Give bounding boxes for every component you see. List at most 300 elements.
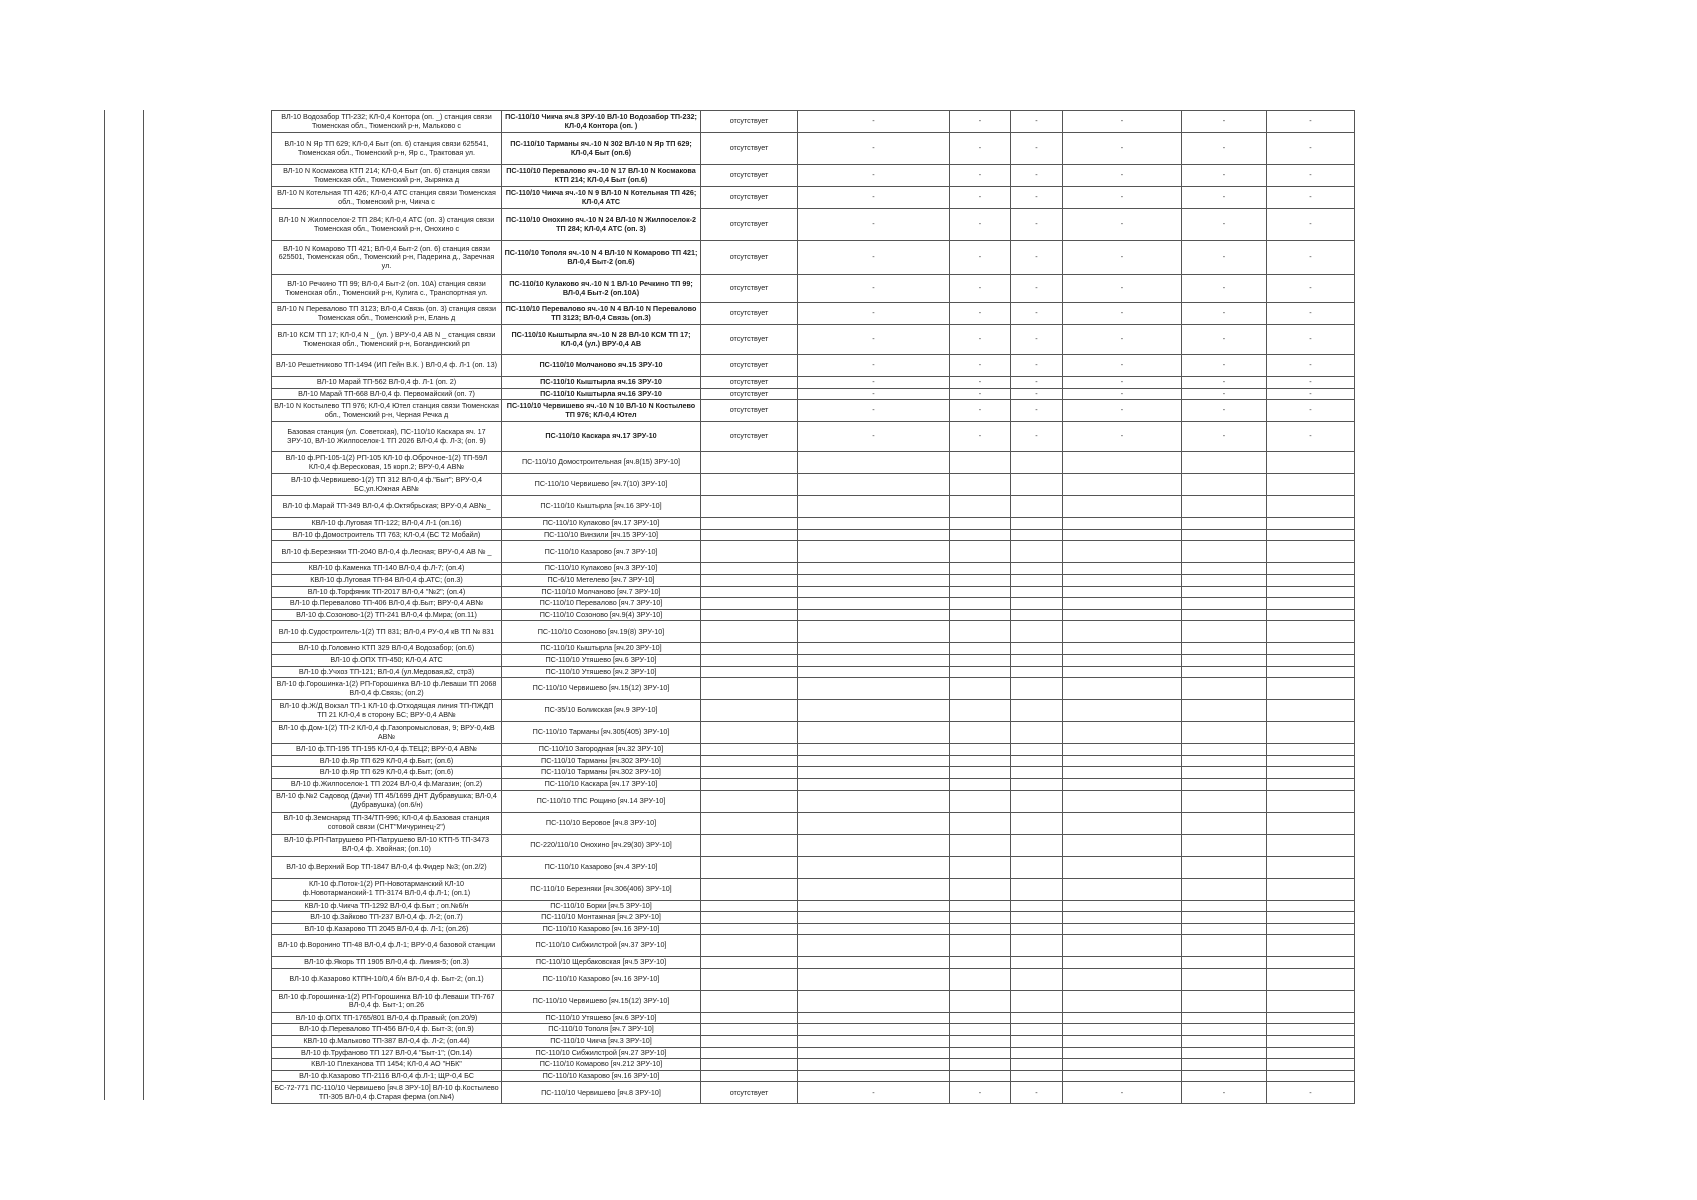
substation-cell: ПС-110/10 Чикча яч.-10 N 9 ВЛ-10 N Котельная ТП 426; КЛ-0,4 АТС [502,187,701,209]
table-row [272,1070,1355,1082]
substation-cell: ПС-110/10 Чикча яч.8 ЗРУ-10 ВЛ-10 Водозабор ТП-232; КЛ-0,4 Контора (оп. ) [502,111,701,133]
value-cell [798,1059,950,1071]
value-cell [950,856,1011,878]
object-name-cell: ВЛ-10 ф.Учхоз ТП-121; ВЛ-0,4 (ул.Медовая,в2, стр3) [272,666,502,678]
substation-cell: ПС-110/10 Кулаково яч.-10 N 1 ВЛ-10 Речкино ТП 99; ВЛ-0,4 Быт-2 (оп.10А) [502,275,701,303]
table-row [272,422,1355,452]
value-cell [950,722,1011,744]
value-cell: - [1011,377,1063,389]
value-cell [1063,700,1182,722]
status-cell [701,1012,798,1024]
value-cell [1011,700,1063,722]
value-cell: - [1267,325,1355,355]
table-row [272,643,1355,655]
substation-cell: ПС-110/10 Кыштырла яч.-10 N 28 ВЛ-10 КСМ ТП 17; КЛ-0,4 (ул.) ВРУ-0,4 АВ [502,325,701,355]
object-name-cell: ВЛ-10 ф.РП-Патрушево РП-Патрушево ВЛ-10 КТП-5 ТП-3473 ВЛ-0,4 ф. Хвойная; (оп.10) [272,834,502,856]
value-cell [1267,678,1355,700]
value-cell: - [950,187,1011,209]
value-cell [798,1012,950,1024]
table-row [272,968,1355,990]
value-cell: - [1182,165,1267,187]
table-row [272,912,1355,924]
table-body [272,111,1355,1104]
table-row [272,856,1355,878]
value-cell: - [1011,209,1063,241]
substation-cell: ПС-110/10 Кыштырла яч.16 ЗРУ-10 [502,377,701,389]
substation-cell: ПС-110/10 Молчаново [яч.7 ЗРУ-10] [502,586,701,598]
value-cell [1011,496,1063,518]
value-cell [1011,755,1063,767]
value-cell [1267,586,1355,598]
value-cell: - [950,388,1011,400]
object-name-cell: ВЛ-10 ф.Березняки ТП-2040 ВЛ-0,4 ф.Лесная; ВРУ-0,4 АВ № _ [272,541,502,563]
value-cell: - [798,325,950,355]
value-cell: - [798,275,950,303]
table-row [272,1082,1355,1104]
value-cell: - [1063,325,1182,355]
value-cell: - [1182,303,1267,325]
status-cell: отсутствует [701,422,798,452]
status-cell: отсутствует [701,388,798,400]
value-cell [1063,990,1182,1012]
value-cell [1182,574,1267,586]
value-cell: - [1182,187,1267,209]
value-cell [1267,722,1355,744]
value-cell [950,812,1011,834]
substation-cell: ПС-110/10 Казарово [яч.4 ЗРУ-10] [502,856,701,878]
value-cell [798,496,950,518]
value-cell: - [950,241,1011,275]
value-cell: - [950,303,1011,325]
object-name-cell: ВЛ-10 ф.Якорь ТП 1905 ВЛ-0,4 ф. Линия-5; (оп.3) [272,957,502,969]
substation-cell: ПС-110/10 Казарово [яч.16 ЗРУ-10] [502,968,701,990]
value-cell [1267,474,1355,496]
substation-cell: ПС-110/10 Кыштырла [яч.20 ЗРУ-10] [502,643,701,655]
value-cell: - [798,400,950,422]
value-cell [1063,935,1182,957]
value-cell [1267,541,1355,563]
value-cell [1267,609,1355,621]
value-cell: - [1011,165,1063,187]
value-cell: - [1063,133,1182,165]
value-cell [950,778,1011,790]
value-cell: - [798,241,950,275]
value-cell [1267,452,1355,474]
substation-cell: ПС-110/10 Кыштырла яч.16 ЗРУ-10 [502,388,701,400]
table-row [272,133,1355,165]
value-cell [950,990,1011,1012]
value-cell [1063,790,1182,812]
value-cell [1011,541,1063,563]
object-name-cell: ВЛ-10 ф.Жилпоселок-1 ТП 2024 ВЛ-0,4 ф.Магазин; (оп.2) [272,778,502,790]
value-cell: - [1063,165,1182,187]
table-row [272,496,1355,518]
value-cell [1182,923,1267,935]
value-cell [1063,643,1182,655]
status-cell [701,574,798,586]
value-cell [1063,767,1182,779]
value-cell [1063,834,1182,856]
table-row [272,1012,1355,1024]
status-cell: отсутствует [701,275,798,303]
value-cell [798,654,950,666]
value-cell: - [1182,422,1267,452]
value-cell [798,744,950,756]
value-cell [1267,744,1355,756]
value-cell: - [1063,388,1182,400]
value-cell: - [1267,303,1355,325]
value-cell [1063,722,1182,744]
value-cell [798,767,950,779]
value-cell: - [1011,388,1063,400]
value-cell: - [950,377,1011,389]
value-cell [1063,598,1182,610]
value-cell [950,935,1011,957]
value-cell [1182,900,1267,912]
object-name-cell: ВЛ-10 N Комарово ТП 421; ВЛ-0,4 Быт-2 (оп. 6) станция связи 625501, Тюменская обл., Тюменский р-н, Падерина д., Заречная ул. [272,241,502,275]
substation-cell: ПС-110/10 Чикча [яч.3 ЗРУ-10] [502,1036,701,1048]
value-cell [1011,878,1063,900]
object-name-cell: ВЛ-10 ф.Перевалово ТП-456 ВЛ-0,4 ф. Быт-3; (оп.9) [272,1024,502,1036]
value-cell [1182,790,1267,812]
object-name-cell: ВЛ-10 ф.Домостроитель ТП 763; КЛ-0,4 (БС Т2 Мобайл) [272,529,502,541]
substation-cell: ПС-110/10 Сибжилстрой [яч.37 ЗРУ-10] [502,935,701,957]
value-cell [1063,923,1182,935]
value-cell [1182,968,1267,990]
value-cell [1011,744,1063,756]
table-row [272,812,1355,834]
value-cell: - [1267,275,1355,303]
value-cell [798,518,950,530]
value-cell [1063,968,1182,990]
value-cell [1182,586,1267,598]
table-row [272,957,1355,969]
value-cell [1267,957,1355,969]
status-cell [701,563,798,575]
value-cell [1011,812,1063,834]
status-cell [701,957,798,969]
table-row [272,241,1355,275]
table-row [272,767,1355,779]
value-cell [1267,1059,1355,1071]
value-cell: - [798,303,950,325]
table-row [272,400,1355,422]
status-cell [701,834,798,856]
objects-table [271,110,1355,1104]
value-cell [950,744,1011,756]
status-cell [701,643,798,655]
value-cell [1182,496,1267,518]
value-cell [1182,990,1267,1012]
value-cell [1267,621,1355,643]
object-name-cell: ВЛ-10 ф.РП-105-1(2) РП-105 КЛ-10 ф.Оброчное-1(2) ТП-59Л КЛ-0,4 ф.Вересковая, 15 корп.2; ВРУ-0,4 АВ№ [272,452,502,474]
object-name-cell: ВЛ-10 ф.Яр ТП 629 КЛ-0,4 ф.Быт; (оп.6) [272,767,502,779]
value-cell [1267,778,1355,790]
value-cell: - [1063,355,1182,377]
value-cell [1182,621,1267,643]
value-cell [1011,790,1063,812]
value-cell [798,722,950,744]
value-cell [798,856,950,878]
value-cell [798,563,950,575]
status-cell: отсутствует [701,165,798,187]
value-cell: - [950,400,1011,422]
value-cell [1011,778,1063,790]
substation-cell: ПС-6/10 Метелево [яч.7 ЗРУ-10] [502,574,701,586]
value-cell: - [1063,422,1182,452]
value-cell [1011,990,1063,1012]
value-cell [1182,643,1267,655]
value-cell [1182,563,1267,575]
object-name-cell: КВЛ-10 ф.Луговая ТП-84 ВЛ-0,4 ф.АТС; (оп.3) [272,574,502,586]
value-cell: - [950,325,1011,355]
table-row [272,563,1355,575]
value-cell: - [1182,1082,1267,1104]
value-cell [1063,529,1182,541]
value-cell [950,700,1011,722]
table-row [272,834,1355,856]
value-cell [950,1024,1011,1036]
status-cell: отсутствует [701,303,798,325]
value-cell: - [1063,187,1182,209]
value-cell [1011,643,1063,655]
value-cell: - [1267,187,1355,209]
value-cell [1267,496,1355,518]
value-cell [950,666,1011,678]
value-cell [798,900,950,912]
status-cell [701,968,798,990]
value-cell [1267,935,1355,957]
object-name-cell: ВЛ-10 ф.Казарово КТПН-10/0,4 б/н ВЛ-0,4 ф. Быт-2; (оп.1) [272,968,502,990]
substation-cell: ПС-110/10 Утяшево [яч.2 ЗРУ-10] [502,666,701,678]
value-cell [1063,856,1182,878]
value-cell [1063,574,1182,586]
value-cell [1011,1012,1063,1024]
value-cell [1182,1047,1267,1059]
value-cell [950,900,1011,912]
object-name-cell: ВЛ-10 N Яр ТП 629; КЛ-0,4 Быт (оп. 6) станция связи 625541, Тюменская обл., Тюменский р-н, Яр с., Трактовая ул. [272,133,502,165]
status-cell [701,666,798,678]
object-name-cell: Базовая станция (ул. Советская), ПС-110/10 Каскара яч. 17 ЗРУ-10, ВЛ-10 Жилпоселок-1 ТП 2026 ВЛ-0,4 ф. Л-3; (оп. 9) [272,422,502,452]
table-row [272,878,1355,900]
value-cell [798,1024,950,1036]
value-cell: - [1011,400,1063,422]
value-cell [1267,598,1355,610]
value-cell [1011,563,1063,575]
value-cell [1011,621,1063,643]
status-cell: отсутствует [701,400,798,422]
value-cell: - [1063,1082,1182,1104]
value-cell: - [950,275,1011,303]
status-cell [701,1047,798,1059]
table-row [272,518,1355,530]
value-cell [1063,1012,1182,1024]
object-name-cell: ВЛ-10 ф.Воронино ТП-48 ВЛ-0,4 ф.Л-1; ВРУ-0,4 базовой станции [272,935,502,957]
value-cell [950,452,1011,474]
object-name-cell: ВЛ-10 ф.ТП-195 ТП-195 КЛ-0,4 ф.ТЕЦ2; ВРУ-0,4 АВ№ [272,744,502,756]
value-cell [1182,1059,1267,1071]
value-cell [950,755,1011,767]
status-cell: отсутствует [701,1082,798,1104]
value-cell: - [1011,1082,1063,1104]
value-cell [798,666,950,678]
substation-cell: ПС-110/10 Борки [яч.5 ЗРУ-10] [502,900,701,912]
value-cell [798,923,950,935]
value-cell: - [1063,377,1182,389]
table-row [272,1047,1355,1059]
object-name-cell: ВЛ-10 ф.Казарово ТП 2045 ВЛ-0,4 ф. Л-1; (оп.26) [272,923,502,935]
value-cell [798,1036,950,1048]
status-cell [701,744,798,756]
value-cell: - [950,209,1011,241]
value-cell [950,529,1011,541]
status-cell [701,1070,798,1082]
object-name-cell: ВЛ-10 ф.Зайково ТП-237 ВЛ-0,4 ф. Л-2; (оп.7) [272,912,502,924]
value-cell: - [950,133,1011,165]
table-row [272,474,1355,496]
status-cell [701,598,798,610]
value-cell [1063,1036,1182,1048]
table-row [272,744,1355,756]
value-cell [798,790,950,812]
value-cell [950,968,1011,990]
value-cell [950,1070,1011,1082]
value-cell: - [1063,209,1182,241]
value-cell [1182,834,1267,856]
value-cell [1011,1070,1063,1082]
status-cell: отсутствует [701,325,798,355]
value-cell [1063,1070,1182,1082]
value-cell [1063,452,1182,474]
substation-cell: ПС-110/10 Утяшево [яч.6 ЗРУ-10] [502,654,701,666]
value-cell [798,957,950,969]
value-cell [950,678,1011,700]
value-cell [1267,1070,1355,1082]
value-cell: - [1011,241,1063,275]
value-cell: - [950,422,1011,452]
value-cell [950,912,1011,924]
value-cell: - [798,422,950,452]
status-cell [701,767,798,779]
value-cell: - [1267,209,1355,241]
substation-cell: ПС-110/10 Тарманы [яч.302 ЗРУ-10] [502,767,701,779]
object-name-cell: ВЛ-10 ф.Червишево-1(2) ТП 312 ВЛ-0,4 ф."Быт"; ВРУ-0,4 БС,ул.Южная АВ№ [272,474,502,496]
value-cell [950,574,1011,586]
object-name-cell: БС-72-771 ПС-110/10 Червишево [яч.8 ЗРУ-10] ВЛ-10 ф.Костылево ТП-305 ВЛ-0,4 ф.Старая ферма (оп.№4) [272,1082,502,1104]
table-row [272,666,1355,678]
table-row [272,700,1355,722]
value-cell [950,1047,1011,1059]
value-cell [1063,778,1182,790]
object-name-cell: ВЛ-10 ф.Перевалово ТП-406 ВЛ-0,4 ф.Быт; ВРУ-0,4 АВ№ [272,598,502,610]
value-cell [798,529,950,541]
value-cell: - [1063,303,1182,325]
status-cell [701,586,798,598]
table-row [272,275,1355,303]
status-cell [701,1024,798,1036]
value-cell [798,700,950,722]
table-row [272,790,1355,812]
object-name-cell: ВЛ-10 N Котельная ТП 426; КЛ-0,4 АТС станция связи Тюменская обл., Тюменский р-н, Чикча с [272,187,502,209]
status-cell: отсутствует [701,111,798,133]
value-cell [798,586,950,598]
substation-cell: ПС-110/10 Винзили [яч.15 ЗРУ-10] [502,529,701,541]
value-cell [1182,609,1267,621]
value-cell: - [1063,275,1182,303]
table-row [272,377,1355,389]
substation-cell: ПС-110/10 Комарово [яч.212 ЗРУ-10] [502,1059,701,1071]
substation-cell: ПС-110/10 Созоново [яч.19(8) ЗРУ-10] [502,621,701,643]
substation-cell: ПС-110/10 Каскара яч.17 ЗРУ-10 [502,422,701,452]
object-name-cell: ВЛ-10 ф.Ж/Д Вокзал ТП-1 КЛ-10 ф.Отходящая линия ТП-ПЖДП ТП 21 КЛ-0,4 в сторону БС; ВРУ-0,4 АВ№ [272,700,502,722]
value-cell [950,834,1011,856]
value-cell: - [1182,275,1267,303]
value-cell [1267,1012,1355,1024]
substation-cell: ПС-110/10 Тарманы [яч.302 ЗРУ-10] [502,755,701,767]
value-cell [798,541,950,563]
object-name-cell: ВЛ-10 ф.№2 Садовод (Дачи) ТП 45/1699 ДНТ Дубравушка; ВЛ-0,4 (Дубравушка) (оп.6/н) [272,790,502,812]
value-cell [1182,778,1267,790]
value-cell [798,990,950,1012]
substation-cell: ПС-110/10 Перевалово яч.-10 N 17 ВЛ-10 N Космакова КТП 214; КЛ-0,4 Быт (оп.6) [502,165,701,187]
substation-cell: ПС-110/10 ТПС Рощино [яч.14 ЗРУ-10] [502,790,701,812]
value-cell: - [1011,325,1063,355]
substation-cell: ПС-110/10 Молчаново яч.15 ЗРУ-10 [502,355,701,377]
substation-cell: ПС-110/10 Червишево яч.-10 N 10 ВЛ-10 N Костылево ТП 976; КЛ-0,4 Ютел [502,400,701,422]
value-cell [798,678,950,700]
value-cell [1267,666,1355,678]
table-row [272,621,1355,643]
table-row [272,452,1355,474]
value-cell [1182,755,1267,767]
value-cell [1267,990,1355,1012]
object-name-cell: ВЛ-10 ф.Яр ТП 629 КЛ-0,4 ф.Быт; (оп.6) [272,755,502,767]
value-cell: - [798,133,950,165]
object-name-cell: КВЛ-10 Плеханова ТП 1454; КЛ-0,4 АО "НБК" [272,1059,502,1071]
object-name-cell: ВЛ-10 Марай ТП-668 ВЛ-0,4 ф. Первомайский (оп. 7) [272,388,502,400]
table-row [272,1059,1355,1071]
status-cell [701,452,798,474]
table-row [272,165,1355,187]
value-cell [798,1047,950,1059]
value-cell [1267,643,1355,655]
value-cell [1182,654,1267,666]
value-cell [950,586,1011,598]
substation-cell: ПС-110/10 Червишево [яч.7(10) ЗРУ-10] [502,474,701,496]
value-cell [1011,452,1063,474]
value-cell [1011,1059,1063,1071]
value-cell [1267,790,1355,812]
value-cell: - [950,111,1011,133]
value-cell [1011,856,1063,878]
value-cell: - [798,111,950,133]
value-cell [1063,496,1182,518]
value-cell: - [798,377,950,389]
value-cell: - [1267,377,1355,389]
value-cell [1267,900,1355,912]
value-cell [1267,1036,1355,1048]
value-cell [1267,912,1355,924]
substation-cell: ПС-110/10 Монтажная [яч.2 ЗРУ-10] [502,912,701,924]
table-row [272,209,1355,241]
status-cell [701,790,798,812]
value-cell: - [1182,377,1267,389]
object-name-cell: ВЛ-10 N Костылево ТП 976; КЛ-0,4 Ютел станция связи Тюменская обл., Тюменский р-н, Черная Речка д [272,400,502,422]
table-row [272,755,1355,767]
value-cell [1011,957,1063,969]
value-cell [1063,812,1182,834]
value-cell [798,968,950,990]
